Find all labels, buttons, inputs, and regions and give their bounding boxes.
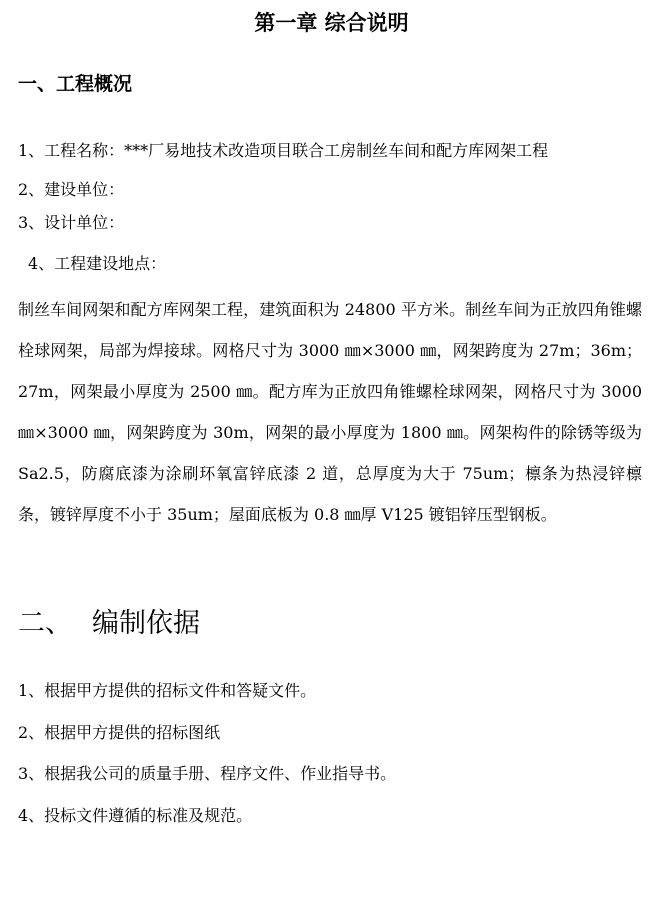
section-heading-overview: 一、工程概况 — [18, 73, 133, 95]
chapter-title: 第一章 综合说明 — [254, 10, 409, 35]
project-location-line: 4、工程建设地点： — [28, 254, 167, 273]
section-heading-basis — [18, 605, 200, 643]
list-item: 2、根据甲方提供的招标图纸 — [18, 722, 221, 742]
list-item: 4、投标文件遵循的标准及规范。 — [18, 805, 253, 825]
construction-unit-line: 2、建设单位： — [18, 180, 125, 199]
project-name-line: 1、工程名称：***厂易地技术改造项目联合工房制丝车间和配方库网架工程 — [18, 141, 549, 160]
list-item: 1、根据甲方提供的招标文件和答疑文件。 — [18, 681, 317, 700]
section-heading-basis-title: 编制依据 — [92, 608, 200, 639]
basis-list — [18, 680, 396, 846]
list-item: 3、根据我公司的质量手册、程序文件、作业指导书。 — [18, 764, 397, 783]
project-description-paragraph: 制丝车间网架和配方库网架工程，建筑面积为 24800 平方米。制丝车间为正放四角锥螺栓球网架，局部为焊接球。网格尺寸为 3000 ㎜×3000 ㎜，网架跨度为 27m；36m；27m，网架最小厚度为 2500 ㎜。配方库为正放四角锥螺栓球网架，网格尺寸为 3000 ㎜×3000 ㎜，网架跨度为 30m，网架的最小厚度为 1800 ㎜。网架构件的除锈等级为 Sa2.5，防腐底漆为涂刷环氧富锌底漆 2 道，总厚度为大于 75um；檩条为热浸锌檩条，镀锌厚度不小于 35um；屋面底板为 0.8 ㎜厚 V125 镀铝锌压型钢板。 — [18, 300, 642, 524]
section-heading-basis-number: 二、 — [18, 608, 72, 639]
design-unit-line: 3、设计单位： — [18, 213, 125, 232]
